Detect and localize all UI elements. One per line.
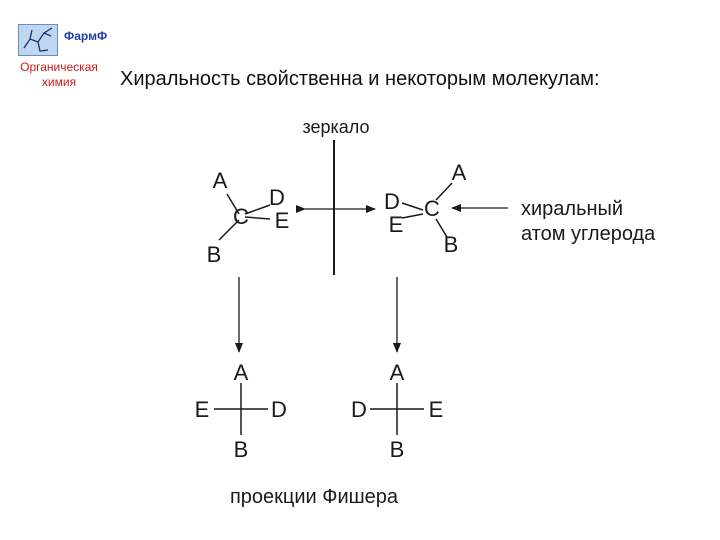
atom-d: D bbox=[384, 189, 400, 214]
mirror-label: зеркало bbox=[302, 117, 370, 137]
fischer-left: D bbox=[351, 397, 367, 422]
atom-e: E bbox=[388, 212, 404, 237]
bond-c-e bbox=[402, 214, 423, 218]
left-molecule bbox=[207, 168, 290, 267]
atom-d: D bbox=[269, 185, 285, 210]
atom-a: A bbox=[451, 160, 467, 185]
fischer-bottom: B bbox=[389, 437, 405, 462]
atom-c: C bbox=[233, 204, 249, 229]
atom-b: B bbox=[206, 242, 222, 267]
logo-title: ФармФ bbox=[64, 29, 108, 43]
atom-c: C bbox=[424, 196, 440, 221]
logo-subtitle: Органическая bbox=[20, 60, 98, 74]
atom-e: E bbox=[274, 208, 290, 233]
atom-a: A bbox=[212, 168, 228, 193]
atom-b: B bbox=[443, 232, 459, 257]
logo-subtitle: химия bbox=[41, 75, 77, 89]
fischer-caption: проекции Фишера bbox=[229, 486, 399, 508]
fischer-left: E bbox=[194, 397, 210, 422]
fischer-top: A bbox=[233, 360, 249, 385]
left-fischer-projection bbox=[195, 360, 287, 462]
chiral-label: хиральный bbox=[521, 198, 624, 220]
fischer-bottom: B bbox=[233, 437, 249, 462]
fischer-right: E bbox=[428, 397, 444, 422]
chiral-label: атом углерода bbox=[521, 223, 656, 245]
right-fischer-projection bbox=[351, 360, 443, 462]
fischer-top: A bbox=[389, 360, 405, 385]
bond-c-d bbox=[402, 203, 423, 210]
fischer-right: D bbox=[271, 397, 287, 422]
slide-title: Хиральность свойственна и некоторым молекулам: bbox=[120, 68, 600, 90]
